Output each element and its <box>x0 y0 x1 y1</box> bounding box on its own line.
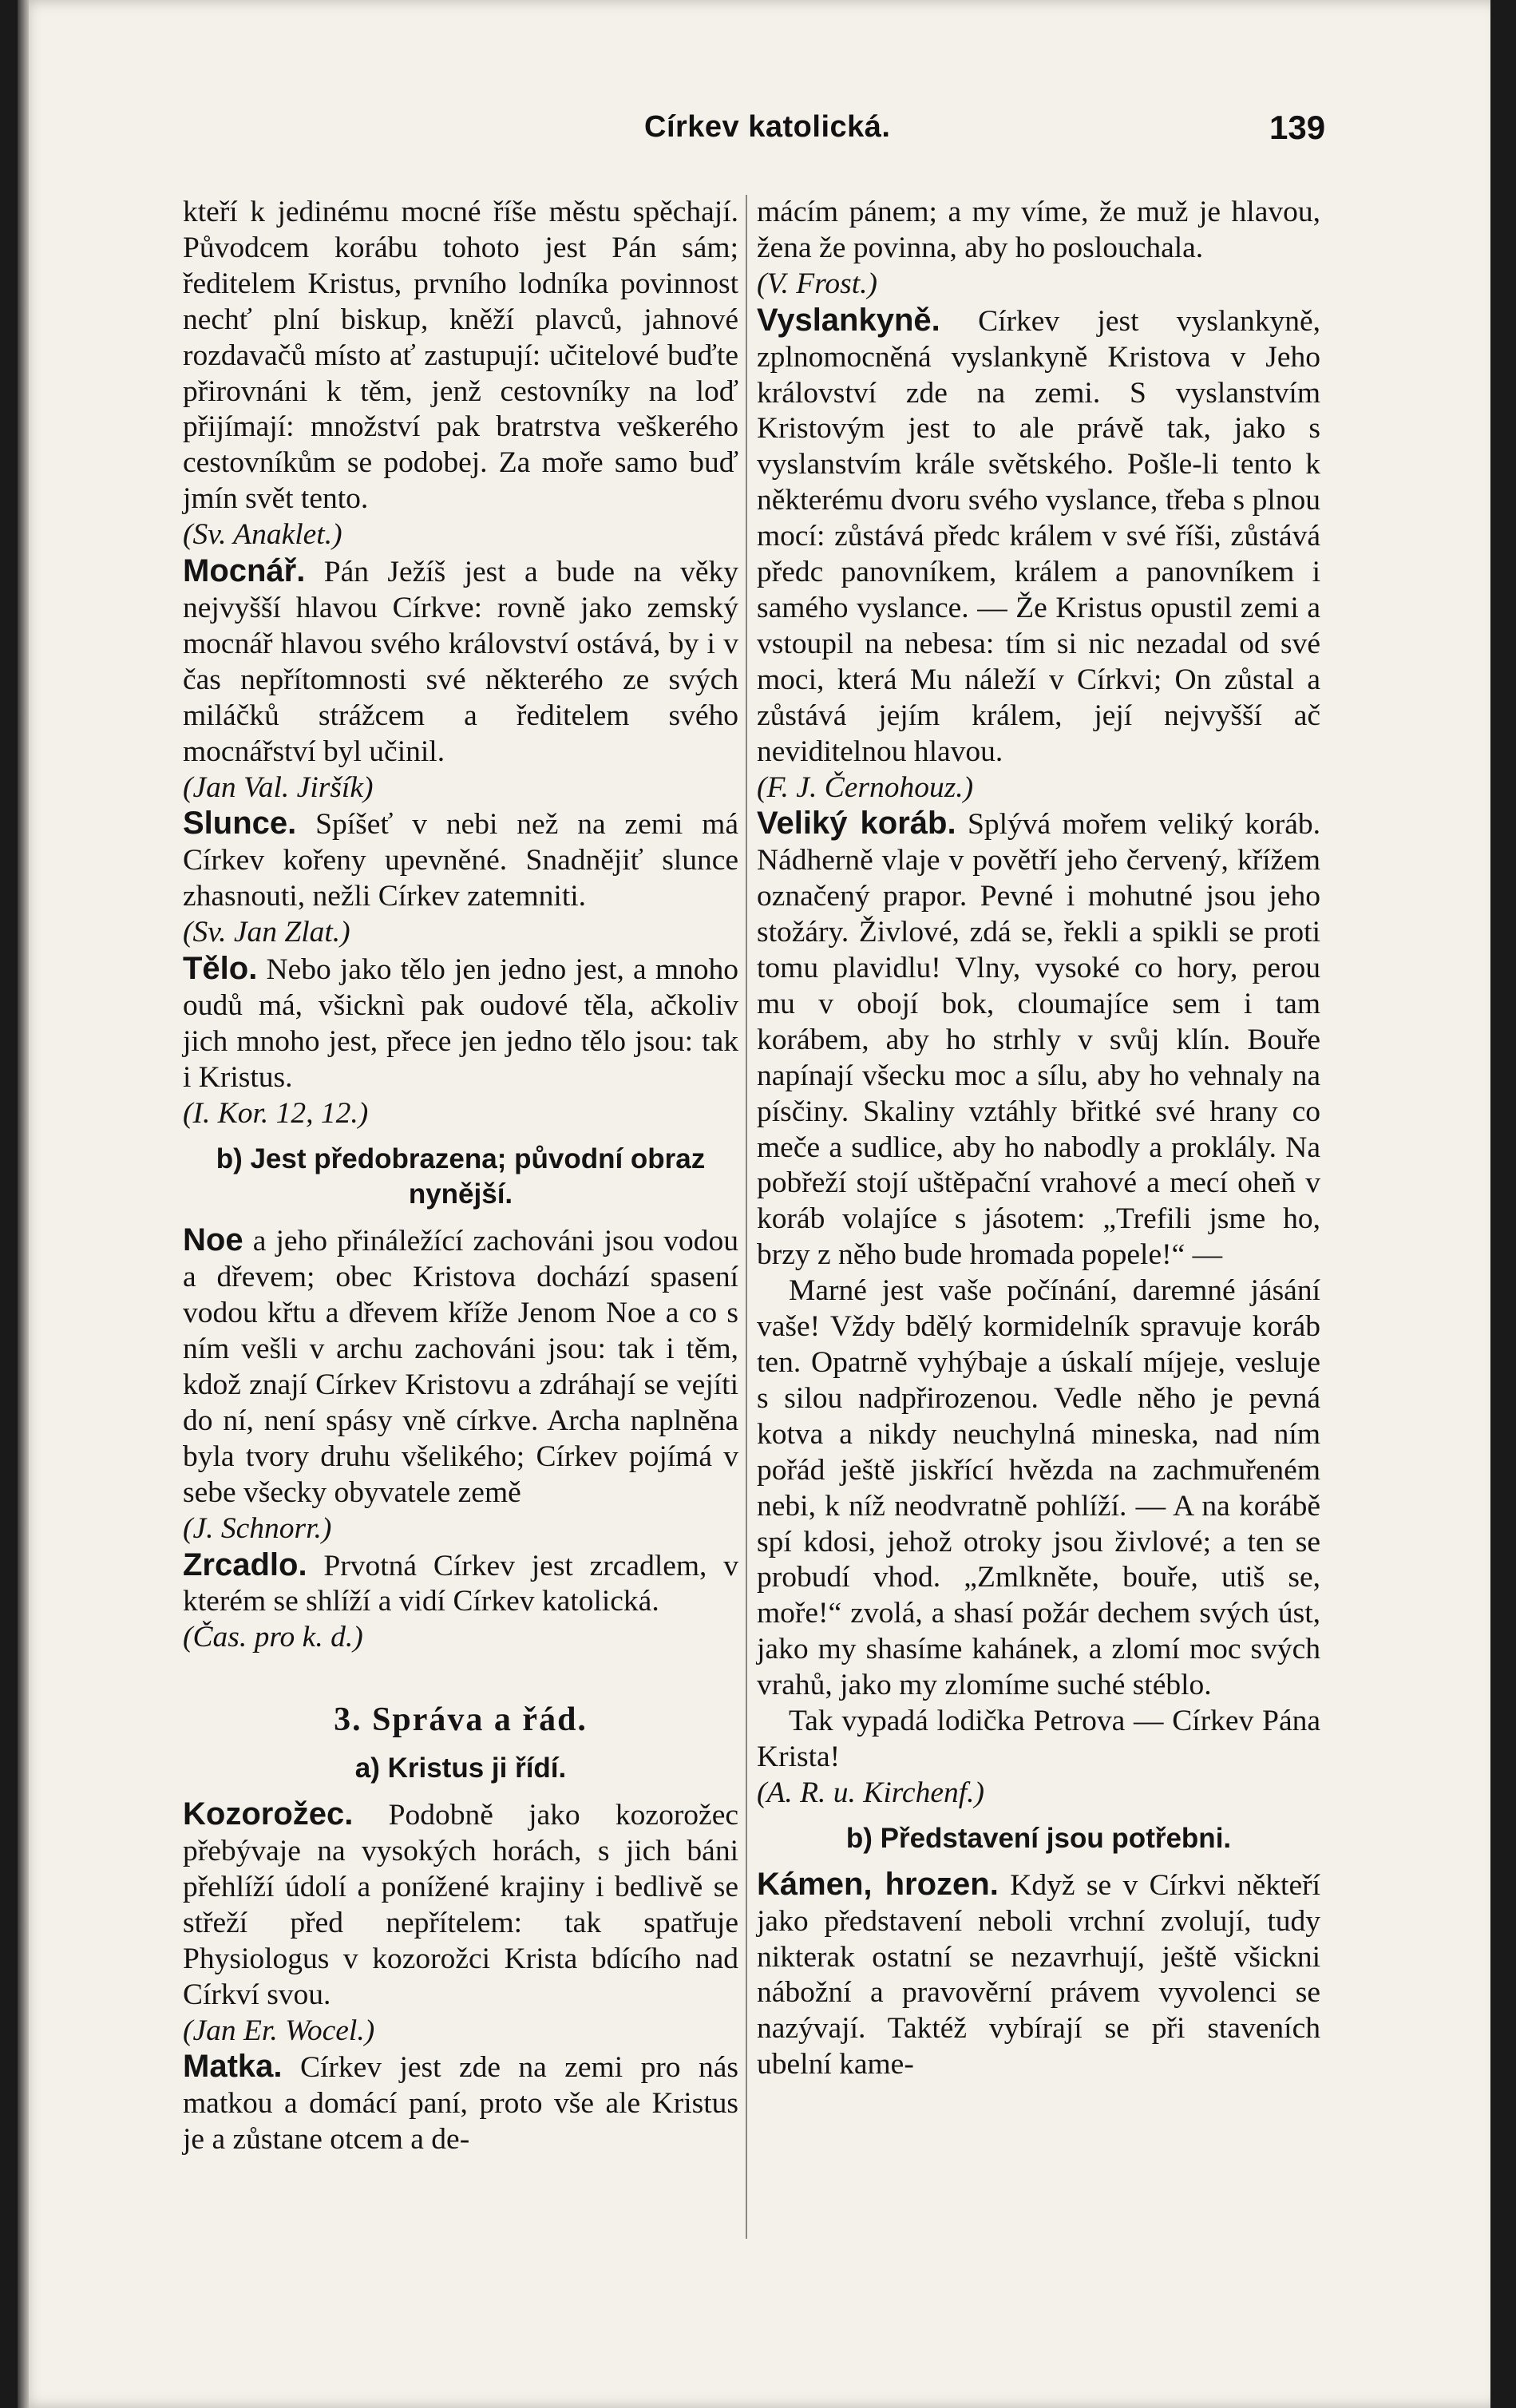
entry-text: Podobně jako kozorožec přebývaje na vysokých horách, s jich báni přehlíží údolí a ponížené krajiny i bedlivě se střeží před nepřítelem: tak spatřuje Physiologus v kozorožci Krista bdícího nad Církví svou. <box>183 1799 738 2011</box>
entry-source: (I. Kor. 12, 12.) <box>183 1096 369 1130</box>
left-column <box>183 195 738 2158</box>
entry-source: (Jan Er. Wocel.) <box>183 2014 375 2047</box>
entry-keyword: Kozorožec. <box>183 1796 354 1832</box>
column-divider <box>746 195 747 2239</box>
entry-zrcadlo <box>183 1547 738 1621</box>
entry-text: a jeho přináležící zachováni jsou vodou a dřevem; obec Kristova dochází spasení vodou křtu a dřevem kříže Jenom Noe a co s ním vešli v archu zachováni jsou: tak i těm, kdož znají Církev Kristovu a zdráhají se vejíti do ní, není spásy vně církve. Archa naplněna byla tvory druhu všelikého; Církev pojímá v sebe všecky obyvatele země <box>183 1225 738 1509</box>
entry-text: Nebo jako tělo jen jedno jest, a mnoho oudů má, všicknì pak oudové těla, ačkoliv jich mnoho jest, přece jen jedno tělo jsou: tak i Kristus. <box>183 953 738 1094</box>
subheading: b) Představení jsou potřebni. <box>845 1822 1232 1854</box>
right-column <box>757 195 1320 2083</box>
page-edge-shadow <box>18 0 29 2408</box>
entry-source: (F. J. Černohouz.) <box>757 770 974 804</box>
entry-keyword: Tělo. <box>183 951 258 987</box>
entry-text: Církev jest zde na zemi pro nás matkou a domácí paní, proto vše ale Kristus je a zůstane otcem a de- <box>183 2051 738 2157</box>
entry-veliky-korab <box>757 806 1320 1273</box>
entry-noe <box>183 1222 738 1511</box>
entry-keyword: Veliký koráb. <box>757 806 956 842</box>
page <box>18 0 1490 2408</box>
entry-source: (V. Frost.) <box>757 267 878 300</box>
entry-source: (A. R. u. Kirchenf.) <box>757 1776 985 1809</box>
entry-text: mácím pánem; a my víme, že muž je hlavou, žena že povinna, aby ho poslouchala. <box>757 196 1320 264</box>
entry-telo <box>183 951 738 1096</box>
entry-text: Splývá mořem veliký koráb. Nádherně vlaje v povětří jeho červený, křížem označený prapor. Pevné i mohutné jsou jeho stožáry. Živlové, zdá se, řekli a spikli se proti tomu plavidlu! Vlny, vysoké co hory, perou mu v obojí bok, cloumajíce sem i tam korábem, aby ho strhly v svůj klín. Bouře napínají všecku moc a sílu, aby ho vehnaly na písčiny. Skaliny vztáhly břitké své hrany co meče a sudlice, aby ho nabodly a proklály. Na pobřeží stojí uštěpační vrahové a mecí oheň v koráb volajíce s jásotem: „Trefili jsme ho, brzy z něho bude hromada popele!“ — <box>757 808 1320 1272</box>
entry-text: Marné jest vaše počínání, daremné jásání vaše! Vždy bdělý kormidelník spravuje koráb ten. Opatrně vyhýbaje a úskalí míjeje, vesluje s silou nadpřirozenou. Vedle něho je pevná kotva a nikdy neuchylná mineska, nad ním pořád ještě jiskřící hvězda na zachmuřeném nebi, k níž neodvratně pohlíží. — A na korábě spí kdosi, jehož otroky jsou živlové; a ten se probudí vhod. „Zmlkněte, bouře, utiš se, moře!“ zvolá, a shasí požár dechem svých úst, jako my shasíme kahánek, a zlomí moc svých vrahů, jako my zlomíme suché stéblo. <box>757 1274 1320 1702</box>
entry-text: Pán Ježíš jest a bude na věky nejvyšší hlavou Církve: rovně jako zemský mocnář hlavou svého království ostává, by i v čas nepřítomnosti své některého ze svých miláčků strážcem a ředitelem svého mocnářství byl učinil. <box>183 556 738 768</box>
entry-mocnar <box>183 553 738 770</box>
page-number: 139 <box>1269 109 1326 146</box>
entry-keyword: Kámen, hrozen. <box>757 1866 999 1902</box>
entry-text: Prvotná Církev jest zrcadlem, v kterém se shlíží a vidí Církev katolická. <box>183 1549 738 1618</box>
entry-keyword: Matka. <box>183 2049 283 2085</box>
entry-kamen-hrozen <box>757 1867 1320 2083</box>
entry-source: (Sv. Jan Zlat.) <box>183 916 350 949</box>
entry-slunce <box>183 806 738 915</box>
section-heading: 3. Správa a řád. <box>334 1701 588 1739</box>
entry-text: kteří k jedinému mocné říše městu spěchají. Původcem korábu tohoto jest Pán sám; ředitelem Kristus, prvního lodníka povinnost nechť plní biskup, kněží plavců, jahnové rozdavačů místo ať zastupují: učitelové buďte přirovnáni k těm, jenž cestovníky na loď přijímají: množství pak bratrstva veškerého cestovníkům se podobej. Za moře samo buď jmín svět tento. <box>183 196 738 516</box>
entry-text: Církev jest vyslankyně, zplnomocněná vyslankyně Kristova v Jeho království zde na zemi. S vyslanstvím Kristovým jest to ale právě tak, jako s vyslanstvím krále světského. Pošle-li tento k některému dvoru svého vyslance, třeba s plnou mocí: zůstává předc králem v své říši, zůstává předc panovníkem, králem a panovníkem i samého vyslance. — Že Kristus opustil zemi a vstoupil na nebesa: tím si nic nezadal od své moci, která Mu náleží v Církvi; On zůstal a zůstává jejím králem, její nejvyšší ač neviditelnou hlavou. <box>757 304 1320 768</box>
entry-keyword: Vyslankyně. <box>757 302 940 338</box>
entry-text: Když se v Církvi někteří jako představení neboli vrchní zvolují, tudy nikterak ostatní se nezavrhují, ještě všickni nábožní a pravověrní právem vyvolenci se nazývají. Taktéž vybírají se při staveních ubelní kame- <box>757 1868 1320 2081</box>
entry-keyword: Mocnář. <box>183 553 306 589</box>
subheading: a) Kristus ji řídí. <box>354 1753 567 1784</box>
running-head: Církev katolická. <box>644 110 891 144</box>
entry-keyword: Slunce. <box>183 806 297 842</box>
entry-source: (Čas. pro k. d.) <box>183 1621 363 1654</box>
entry-text: Spíšeť v nebi než na zemi má Církev kořeny upevněné. Snadnějiť slunce zhasnouti, nežli Církev zatemniti. <box>183 808 738 913</box>
entry-source: (J. Schnorr.) <box>183 1511 332 1545</box>
entry-kozorozec <box>183 1796 738 2013</box>
entry-keyword: Zrcadlo. <box>183 1547 307 1582</box>
subheading: b) Jest předobrazena; původní obraz nynější. <box>216 1143 706 1210</box>
entry-keyword: Noe <box>183 1222 243 1258</box>
entry-source: (Jan Val. Jiršík) <box>183 770 374 804</box>
entry-vyslankyne <box>757 303 1320 770</box>
entry-matka <box>183 2049 738 2158</box>
entry-text: Tak vypadá lodička Petrova — Církev Pána Krista! <box>757 1705 1320 1773</box>
entry-source: (Sv. Anaklet.) <box>183 518 342 552</box>
